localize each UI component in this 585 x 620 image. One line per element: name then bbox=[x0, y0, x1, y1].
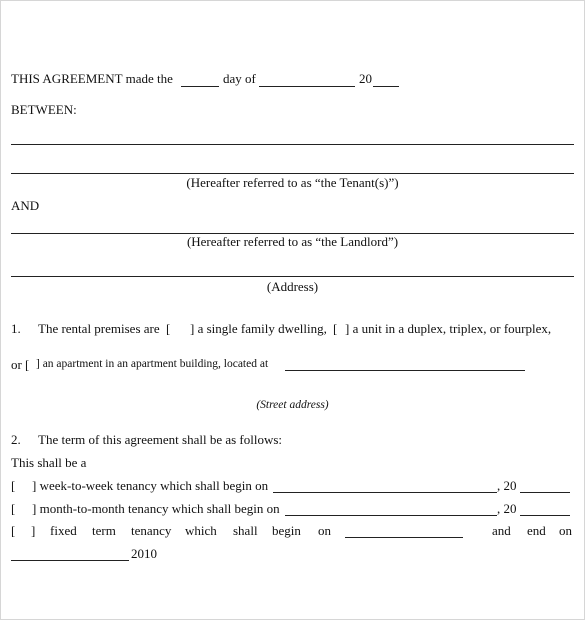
clause1-number: 1. bbox=[11, 321, 21, 336]
and-word: and bbox=[492, 523, 511, 538]
clause1-option-apartment: ] an apartment in an apartment building, located at bbox=[36, 358, 269, 370]
clause2-option-week: ] week-to-week tenancy which shall begin on bbox=[32, 478, 269, 493]
fixed-start-date-line[interactable] bbox=[345, 537, 463, 538]
clause1-checkbox-duplex[interactable]: [ bbox=[333, 321, 338, 336]
which-word: which bbox=[185, 523, 217, 538]
clause1-checkbox-apartment[interactable]: [ bbox=[25, 357, 30, 372]
tenant-caption: (Hereafter referred to as “the Tenant(s)”) bbox=[186, 175, 399, 190]
month-year-prefix: , 20 bbox=[497, 501, 517, 516]
premises-location-line[interactable] bbox=[285, 370, 525, 371]
term-word: term bbox=[92, 523, 116, 538]
tenant-name-line-2[interactable] bbox=[11, 173, 574, 174]
end-on-word: on bbox=[559, 523, 572, 538]
clause1-checkbox-single-family[interactable]: [ bbox=[166, 321, 171, 336]
tenant-name-line-1[interactable] bbox=[11, 144, 574, 145]
begin-word: begin bbox=[272, 523, 301, 538]
street-address-caption: (Street address) bbox=[256, 399, 329, 411]
address-line[interactable] bbox=[11, 276, 574, 277]
fixed-word: fixed bbox=[50, 523, 77, 538]
end-word: end bbox=[527, 523, 546, 538]
clause2-sub: This shall be a bbox=[11, 455, 87, 470]
week-year-line[interactable] bbox=[520, 492, 570, 493]
day-blank[interactable] bbox=[181, 86, 219, 87]
shall-word: shall bbox=[233, 523, 258, 538]
week-start-date-line[interactable] bbox=[273, 492, 497, 493]
address-caption: (Address) bbox=[266, 279, 319, 294]
fixed-end-year: 2010 bbox=[131, 546, 157, 561]
clause2-number: 2. bbox=[11, 432, 21, 447]
clause2-option-month: ] month-to-month tenancy which shall begin on bbox=[32, 501, 280, 516]
day-of-text: day of bbox=[223, 71, 256, 86]
agreement-intro-text: THIS AGREEMENT made the bbox=[11, 71, 173, 86]
year-blank[interactable] bbox=[373, 86, 399, 87]
clause2-checkbox-fixed[interactable]: [ bbox=[11, 523, 16, 538]
and-label: AND bbox=[11, 198, 40, 213]
month-blank[interactable] bbox=[259, 86, 355, 87]
clause1-option-single-family: ] a single family dwelling, bbox=[190, 321, 327, 336]
between-label: BETWEEN: bbox=[11, 102, 77, 117]
on-word: on bbox=[318, 523, 331, 538]
clause2-intro: The term of this agreement shall be as follows: bbox=[38, 432, 283, 447]
clause1-option-duplex: ] a unit in a duplex, triplex, or fourplex, bbox=[345, 321, 552, 336]
week-year-prefix: , 20 bbox=[497, 478, 517, 493]
clause2-checkbox-month[interactable]: [ bbox=[11, 501, 16, 516]
year-prefix-text: 20 bbox=[359, 71, 372, 86]
clause2-checkbox-week[interactable]: [ bbox=[11, 478, 16, 493]
clause1-or-text: or bbox=[11, 357, 22, 372]
month-start-date-line[interactable] bbox=[285, 515, 497, 516]
landlord-caption: (Hereafter referred to as “the Landlord”) bbox=[186, 234, 399, 249]
fixed-end-date-line[interactable] bbox=[11, 560, 129, 561]
clause2-checkbox-fixed-close: ] bbox=[31, 523, 36, 538]
clause1-intro: The rental premises are bbox=[38, 321, 160, 336]
tenancy-word: tenancy bbox=[131, 523, 172, 538]
month-year-line[interactable] bbox=[520, 515, 570, 516]
